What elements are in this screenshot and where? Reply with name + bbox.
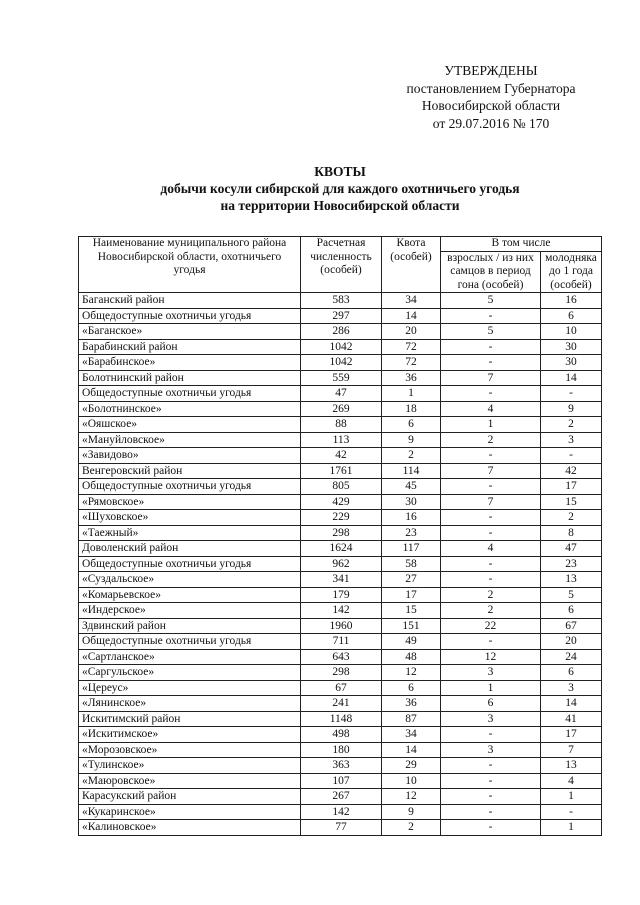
table-row bbox=[79, 804, 602, 820]
cell-quota: 12 bbox=[382, 789, 441, 805]
table-row bbox=[79, 556, 602, 572]
approval-line-decree: постановлением Губернатора bbox=[406, 80, 576, 96]
header-name: Наименование муниципального района Новосибирской области, охотничьего угодья bbox=[79, 237, 301, 293]
table-row bbox=[79, 758, 602, 774]
cell-quota: 114 bbox=[382, 463, 441, 479]
cell-population: 298 bbox=[301, 525, 382, 541]
title-line-quotas: КВОТЫ bbox=[314, 164, 366, 179]
cell-quota: 151 bbox=[382, 618, 441, 634]
header-quota: Квота (особей) bbox=[382, 237, 441, 293]
header-including: В том числе bbox=[441, 237, 602, 252]
cell-quota: 45 bbox=[382, 479, 441, 495]
table-row bbox=[79, 711, 602, 727]
table-row bbox=[79, 541, 602, 557]
cell-name: Общедоступные охотничьи угодья bbox=[79, 479, 301, 495]
table-row bbox=[79, 696, 602, 712]
cell-young: 9 bbox=[541, 401, 602, 417]
cell-adults: 1 bbox=[441, 680, 541, 696]
cell-population: 363 bbox=[301, 758, 382, 774]
cell-population: 805 bbox=[301, 479, 382, 495]
cell-young: 6 bbox=[541, 308, 602, 324]
cell-population: 1148 bbox=[301, 711, 382, 727]
cell-quota: 34 bbox=[382, 727, 441, 743]
table-row bbox=[79, 789, 602, 805]
cell-young: 17 bbox=[541, 727, 602, 743]
title-line-subject: добычи косули сибирской для каждого охотничьего угодья bbox=[160, 181, 520, 196]
cell-population: 1042 bbox=[301, 339, 382, 355]
cell-young: 13 bbox=[541, 572, 602, 588]
cell-adults: 12 bbox=[441, 649, 541, 665]
table-row bbox=[79, 525, 602, 541]
cell-name: «Маюровское» bbox=[79, 773, 301, 789]
cell-quota: 34 bbox=[382, 293, 441, 309]
cell-name: «Саргульское» bbox=[79, 665, 301, 681]
cell-young: - bbox=[541, 448, 602, 464]
table-row bbox=[79, 448, 602, 464]
cell-population: 341 bbox=[301, 572, 382, 588]
cell-name: «Морозовское» bbox=[79, 742, 301, 758]
cell-adults: 7 bbox=[441, 370, 541, 386]
approval-block bbox=[380, 62, 602, 132]
cell-population: 711 bbox=[301, 634, 382, 650]
cell-population: 1624 bbox=[301, 541, 382, 557]
cell-population: 1761 bbox=[301, 463, 382, 479]
cell-quota: 9 bbox=[382, 804, 441, 820]
cell-young: 14 bbox=[541, 696, 602, 712]
table-row bbox=[79, 727, 602, 743]
cell-young: 7 bbox=[541, 742, 602, 758]
cell-name: Болотнинский район bbox=[79, 370, 301, 386]
cell-adults: - bbox=[441, 634, 541, 650]
cell-adults: 5 bbox=[441, 293, 541, 309]
table-row bbox=[79, 665, 602, 681]
cell-quota: 14 bbox=[382, 308, 441, 324]
cell-quota: 27 bbox=[382, 572, 441, 588]
cell-young: 15 bbox=[541, 494, 602, 510]
cell-population: 241 bbox=[301, 696, 382, 712]
cell-adults: 2 bbox=[441, 587, 541, 603]
header-adults: взрослых / из них самцов в период гона (особей) bbox=[441, 251, 541, 293]
cell-quota: 72 bbox=[382, 355, 441, 371]
cell-adults: 3 bbox=[441, 665, 541, 681]
table-row bbox=[79, 634, 602, 650]
table-row bbox=[79, 324, 602, 340]
cell-quota: 23 bbox=[382, 525, 441, 541]
cell-name: «Барабинское» bbox=[79, 355, 301, 371]
cell-adults: 22 bbox=[441, 618, 541, 634]
table-row bbox=[79, 773, 602, 789]
cell-young: - bbox=[541, 386, 602, 402]
cell-young: 41 bbox=[541, 711, 602, 727]
cell-young: 24 bbox=[541, 649, 602, 665]
cell-population: 559 bbox=[301, 370, 382, 386]
cell-name: «Комарьевское» bbox=[79, 587, 301, 603]
table-row bbox=[79, 339, 602, 355]
cell-adults: - bbox=[441, 386, 541, 402]
cell-quota: 49 bbox=[382, 634, 441, 650]
cell-young: 5 bbox=[541, 587, 602, 603]
cell-quota: 72 bbox=[382, 339, 441, 355]
cell-adults: - bbox=[441, 510, 541, 526]
cell-young: 30 bbox=[541, 339, 602, 355]
cell-young: 42 bbox=[541, 463, 602, 479]
cell-quota: 30 bbox=[382, 494, 441, 510]
cell-name: «Таежный» bbox=[79, 525, 301, 541]
table-row bbox=[79, 463, 602, 479]
table-row bbox=[79, 680, 602, 696]
cell-adults: 1 bbox=[441, 417, 541, 433]
cell-population: 229 bbox=[301, 510, 382, 526]
cell-name: «Цереус» bbox=[79, 680, 301, 696]
header-population: Расчетная численность (особей) bbox=[301, 237, 382, 293]
cell-adults: 3 bbox=[441, 742, 541, 758]
cell-quota: 48 bbox=[382, 649, 441, 665]
cell-young: 17 bbox=[541, 479, 602, 495]
cell-name: «Болотнинское» bbox=[79, 401, 301, 417]
cell-adults: - bbox=[441, 308, 541, 324]
approval-line-date: от 29.07.2016 № 170 bbox=[432, 115, 550, 131]
header-young: молодняка до 1 года (особей) bbox=[541, 251, 602, 293]
cell-young: 67 bbox=[541, 618, 602, 634]
cell-adults: - bbox=[441, 556, 541, 572]
cell-quota: 36 bbox=[382, 696, 441, 712]
cell-population: 77 bbox=[301, 820, 382, 836]
cell-quota: 20 bbox=[382, 324, 441, 340]
cell-quota: 29 bbox=[382, 758, 441, 774]
cell-quota: 36 bbox=[382, 370, 441, 386]
cell-young: 2 bbox=[541, 510, 602, 526]
cell-adults: - bbox=[441, 727, 541, 743]
cell-adults: - bbox=[441, 773, 541, 789]
cell-population: 1042 bbox=[301, 355, 382, 371]
cell-population: 180 bbox=[301, 742, 382, 758]
cell-population: 429 bbox=[301, 494, 382, 510]
cell-name: «Калиновское» bbox=[79, 820, 301, 836]
title-line-territory: на территории Новосибирской области bbox=[220, 198, 460, 213]
cell-population: 142 bbox=[301, 804, 382, 820]
table-row bbox=[79, 417, 602, 433]
cell-name: Венгеровский район bbox=[79, 463, 301, 479]
cell-young: 6 bbox=[541, 603, 602, 619]
cell-population: 267 bbox=[301, 789, 382, 805]
cell-quota: 1 bbox=[382, 386, 441, 402]
table-row bbox=[79, 386, 602, 402]
cell-adults: 4 bbox=[441, 401, 541, 417]
cell-name: «Лянинское» bbox=[79, 696, 301, 712]
cell-adults: - bbox=[441, 355, 541, 371]
table-row bbox=[79, 494, 602, 510]
cell-name: «Рямовское» bbox=[79, 494, 301, 510]
table-row bbox=[79, 572, 602, 588]
cell-young: 20 bbox=[541, 634, 602, 650]
cell-adults: - bbox=[441, 804, 541, 820]
cell-population: 583 bbox=[301, 293, 382, 309]
cell-adults: - bbox=[441, 758, 541, 774]
cell-quota: 14 bbox=[382, 742, 441, 758]
cell-quota: 58 bbox=[382, 556, 441, 572]
cell-quota: 117 bbox=[382, 541, 441, 557]
table-row bbox=[79, 742, 602, 758]
cell-name: Барабинский район bbox=[79, 339, 301, 355]
cell-young: 47 bbox=[541, 541, 602, 557]
cell-name: «Кукаринское» bbox=[79, 804, 301, 820]
cell-name: «Индерское» bbox=[79, 603, 301, 619]
cell-young: 1 bbox=[541, 789, 602, 805]
cell-population: 297 bbox=[301, 308, 382, 324]
cell-population: 42 bbox=[301, 448, 382, 464]
table-row bbox=[79, 432, 602, 448]
cell-quota: 17 bbox=[382, 587, 441, 603]
cell-quota: 10 bbox=[382, 773, 441, 789]
cell-young: - bbox=[541, 804, 602, 820]
cell-young: 6 bbox=[541, 665, 602, 681]
quota-table-body bbox=[79, 293, 602, 836]
cell-population: 179 bbox=[301, 587, 382, 603]
cell-quota: 15 bbox=[382, 603, 441, 619]
cell-name: Карасукский район bbox=[79, 789, 301, 805]
cell-young: 3 bbox=[541, 432, 602, 448]
table-row bbox=[79, 479, 602, 495]
cell-population: 113 bbox=[301, 432, 382, 448]
cell-name: Баганский район bbox=[79, 293, 301, 309]
cell-name: Искитимский район bbox=[79, 711, 301, 727]
cell-name: «Искитимское» bbox=[79, 727, 301, 743]
table-row bbox=[79, 355, 602, 371]
cell-population: 88 bbox=[301, 417, 382, 433]
cell-young: 10 bbox=[541, 324, 602, 340]
cell-population: 286 bbox=[301, 324, 382, 340]
table-row bbox=[79, 618, 602, 634]
cell-population: 643 bbox=[301, 649, 382, 665]
cell-adults: 7 bbox=[441, 494, 541, 510]
cell-adults: - bbox=[441, 820, 541, 836]
cell-young: 1 bbox=[541, 820, 602, 836]
cell-quota: 9 bbox=[382, 432, 441, 448]
cell-young: 14 bbox=[541, 370, 602, 386]
cell-quota: 12 bbox=[382, 665, 441, 681]
cell-adults: 7 bbox=[441, 463, 541, 479]
cell-adults: - bbox=[441, 572, 541, 588]
cell-name: «Завидово» bbox=[79, 448, 301, 464]
cell-name: «Ояшское» bbox=[79, 417, 301, 433]
cell-name: «Тулинское» bbox=[79, 758, 301, 774]
cell-adults: 3 bbox=[441, 711, 541, 727]
cell-name: Общедоступные охотничьи угодья bbox=[79, 386, 301, 402]
cell-adults: 5 bbox=[441, 324, 541, 340]
cell-young: 3 bbox=[541, 680, 602, 696]
cell-name: Здвинский район bbox=[79, 618, 301, 634]
cell-adults: 2 bbox=[441, 432, 541, 448]
cell-population: 269 bbox=[301, 401, 382, 417]
table-row bbox=[79, 401, 602, 417]
cell-young: 2 bbox=[541, 417, 602, 433]
cell-name: «Мануйловское» bbox=[79, 432, 301, 448]
cell-quota: 2 bbox=[382, 448, 441, 464]
cell-population: 1960 bbox=[301, 618, 382, 634]
table-row bbox=[79, 510, 602, 526]
cell-population: 298 bbox=[301, 665, 382, 681]
cell-quota: 2 bbox=[382, 820, 441, 836]
cell-young: 13 bbox=[541, 758, 602, 774]
cell-name: Доволенский район bbox=[79, 541, 301, 557]
cell-young: 23 bbox=[541, 556, 602, 572]
cell-adults: - bbox=[441, 789, 541, 805]
cell-population: 47 bbox=[301, 386, 382, 402]
cell-quota: 18 bbox=[382, 401, 441, 417]
cell-adults: 6 bbox=[441, 696, 541, 712]
cell-quota: 6 bbox=[382, 680, 441, 696]
cell-name: «Баганское» bbox=[79, 324, 301, 340]
approval-line-region: Новосибирской области bbox=[421, 98, 561, 113]
cell-name: Общедоступные охотничьи угодья bbox=[79, 634, 301, 650]
cell-quota: 87 bbox=[382, 711, 441, 727]
cell-young: 4 bbox=[541, 773, 602, 789]
quota-table-header bbox=[79, 237, 602, 293]
table-row bbox=[79, 603, 602, 619]
cell-population: 142 bbox=[301, 603, 382, 619]
quota-table bbox=[78, 236, 602, 836]
cell-name: Общедоступные охотничьи угодья bbox=[79, 556, 301, 572]
cell-name: «Суздальское» bbox=[79, 572, 301, 588]
cell-adults: - bbox=[441, 339, 541, 355]
cell-young: 30 bbox=[541, 355, 602, 371]
cell-name: «Шуховское» bbox=[79, 510, 301, 526]
document-title bbox=[70, 163, 610, 214]
cell-population: 498 bbox=[301, 727, 382, 743]
table-row bbox=[79, 370, 602, 386]
cell-adults: - bbox=[441, 479, 541, 495]
cell-adults: 2 bbox=[441, 603, 541, 619]
cell-quota: 6 bbox=[382, 417, 441, 433]
cell-population: 962 bbox=[301, 556, 382, 572]
cell-population: 107 bbox=[301, 773, 382, 789]
cell-name: Общедоступные охотничьи угодья bbox=[79, 308, 301, 324]
table-row bbox=[79, 293, 602, 309]
cell-young: 16 bbox=[541, 293, 602, 309]
cell-quota: 16 bbox=[382, 510, 441, 526]
cell-adults: - bbox=[441, 448, 541, 464]
table-row bbox=[79, 820, 602, 836]
cell-population: 67 bbox=[301, 680, 382, 696]
cell-adults: - bbox=[441, 525, 541, 541]
cell-adults: 4 bbox=[441, 541, 541, 557]
table-row bbox=[79, 649, 602, 665]
approval-line-approved: УТВЕРЖДЕНЫ bbox=[444, 63, 538, 78]
cell-name: «Сартланское» bbox=[79, 649, 301, 665]
table-row bbox=[79, 308, 602, 324]
cell-young: 8 bbox=[541, 525, 602, 541]
table-row bbox=[79, 587, 602, 603]
